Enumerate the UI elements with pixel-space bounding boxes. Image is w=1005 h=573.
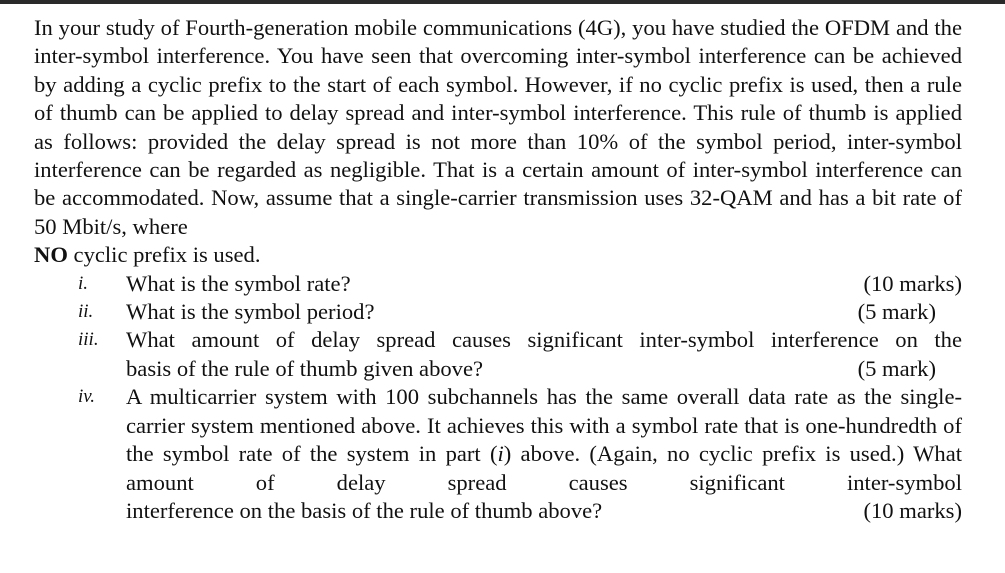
question-ii xyxy=(34,298,962,326)
question-text: What is the symbol rate? xyxy=(126,270,351,296)
question-number: i. xyxy=(78,272,89,294)
question-marks: (10 marks) xyxy=(863,270,962,296)
question-text: basis of the rule of thumb given above? xyxy=(126,355,484,381)
question-iv xyxy=(34,383,962,525)
question-number: ii. xyxy=(78,301,94,323)
intro-paragraph xyxy=(34,14,962,270)
intro-text-end: cyclic prefix is used. xyxy=(67,242,261,268)
question-text: What is the symbol period? xyxy=(126,299,375,325)
question-text: What amount of delay spread causes significant inter-symbol interference on the xyxy=(126,327,962,353)
intro-bold-no: NO xyxy=(34,242,68,268)
document-body xyxy=(34,14,962,525)
question-number: iii. xyxy=(78,329,99,351)
question-number: iv. xyxy=(78,386,96,408)
question-marks: (10 marks) xyxy=(863,497,962,523)
top-rule xyxy=(0,0,1005,4)
question-i xyxy=(34,270,962,298)
question-marks: (5 mark) xyxy=(857,299,936,325)
question-iii xyxy=(34,326,962,383)
question-text: interference on the basis of the rule of thumb above? xyxy=(126,497,603,523)
question-marks: (5 mark) xyxy=(857,355,936,381)
question-text: A multicarrier system with 100 subchannels has the same overall data rate as the single-carrier system mentioned above. It achieves this with a symbol rate that is one-hundredth of the symbol rate of the system in part (i) above. (Again, no cyclic prefix is used.) What amount of delay spread causes significant inter-symbol xyxy=(126,384,962,495)
intro-text: In your study of Fourth-generation mobile communications (4G), you have studied the OFDM and the inter-symbol interference. You have seen that overcoming inter-symbol interference can be achieved by adding a cyclic prefix to the start of each symbol. However, if no cyclic prefix is used, then a rule of thumb can be applied to delay spread and inter-symbol interference. This rule of thumb is applied as follows: provided the delay spread is not more than 10% of the symbol period, inter-symbol interference can be regarded as negligible. That is a certain amount of inter-symbol interference can be accommodated. Now, assume that a single-carrier transmission uses 32-QAM and has a bit rate of 50 Mbit/s, where xyxy=(34,15,962,239)
